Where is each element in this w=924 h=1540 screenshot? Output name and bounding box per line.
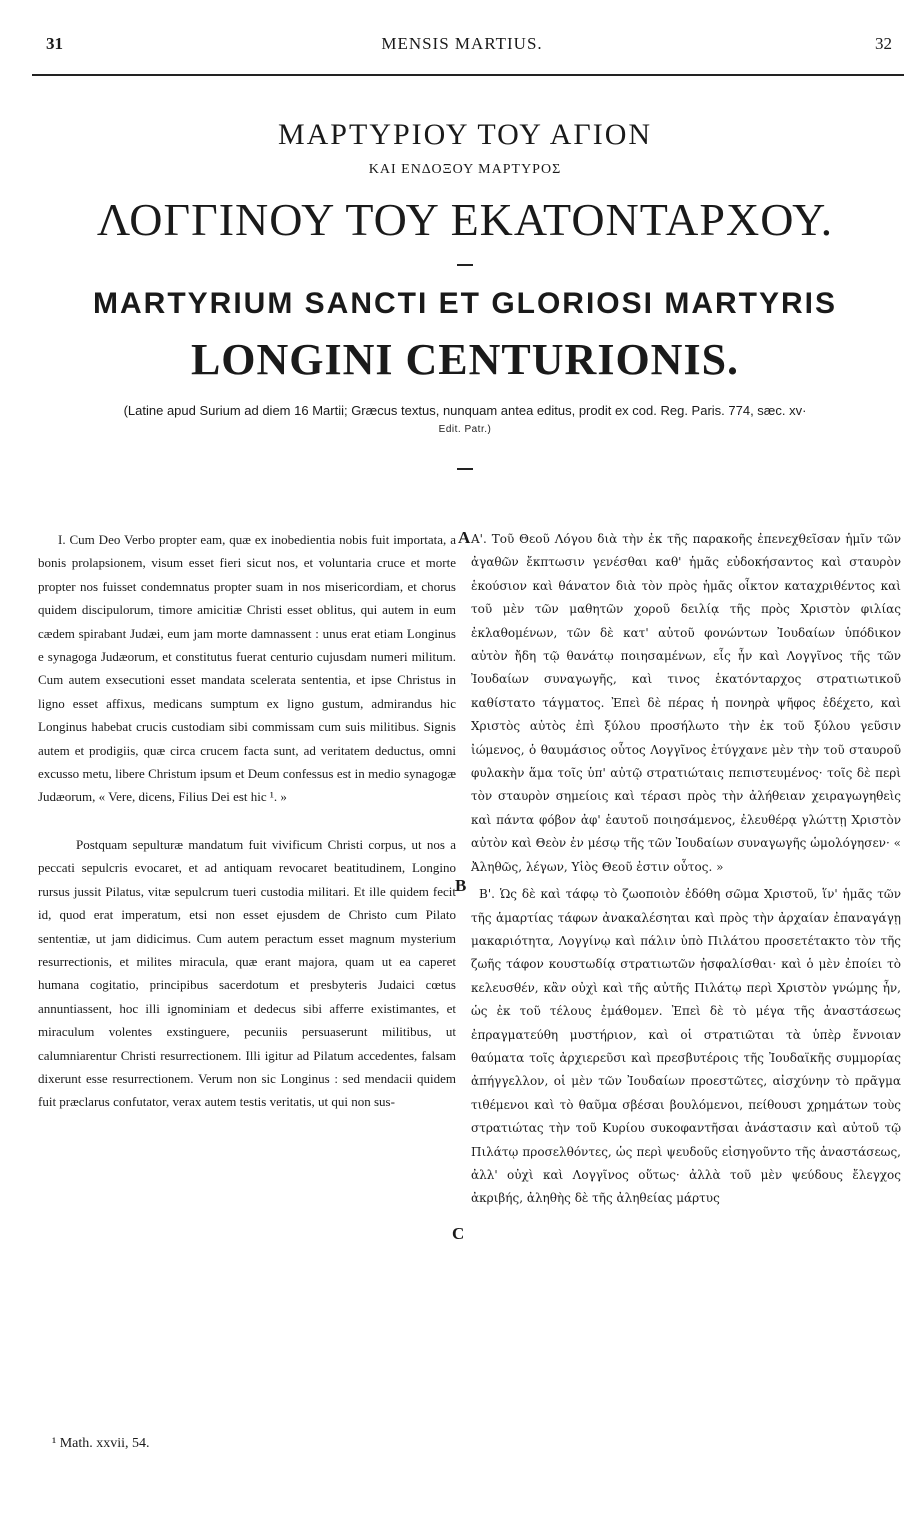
page-number-right: 32 [875, 34, 892, 53]
greek-paragraph-1: Α'. Τοῦ Θεοῦ Λόγου διὰ τὴν ἐκ τῆς παρακοῆς ἐπενεχθεῖσαν ἡμῖν τῶν ἀγαθῶν ἔκπτωσιν γενέσθαι καθ' ἡμᾶς εὐδοκήσαντος καὶ σταυρὸν ἑκούσιον καὶ θάνατον διὰ τὸν πρὸς ἡμᾶς οἶκτον καταχριθέντος καὶ τοῦ μὲν τῶν μαθητῶν χοροῦ δειλίᾳ τῆς πρὸς Χριστὸν φιλίας ἐκλαθομένων, τῶν δὲ κατ' αὐτοῦ φονώντων Ἰουδαίων ὑπόδικον αὐτὸν ἤδη τῷ θανάτῳ ποιησαμένων, εἷς ἦν καὶ Λογγῖνος τῆς τῶν Ἰουδαίων συναγωγῆς, καὶ τινος ἑκατόνταρχος στρατιωτικοῦ καθίστατο τάγματος. Ἐπεὶ δὲ πέρας ἡ πονηρὰ ψῆφος ἐδέχετο, καὶ Χριστὸς αὐτὸς ἐπὶ ξύλου προσήλωτο τὴν ἐκ τοῦ ξύλου γεῦσιν ἰώμενος, ὁ θαυμάσιος οὗτος Λογγῖνος ἐτύγχανε μὲν τὴν τοῦ σταυροῦ φυλακὴν ἅμα τοῖς ὑπ' αὐτῷ στρατιώταις πεπιστευμένος· τοῖς δὲ περὶ τὸν σταυρὸν σημείοις καὶ τέρασι πρὸς τὴν ἀλήθειαν χειραγωγηθεὶς καὶ πάντα φόβον ἀφ' ἑαυτοῦ ποιησάμενος, ἐλευθέρᾳ γλώττῃ Χριστὸν αὐτὸν καὶ Θεὸν ἐν μέσῳ τῆς τῶν Ἰουδαίων συναγωγῆς ὡμολόγησεν· « Ἀληθῶς, λέγων, Υἱὸς Θεοῦ ἐστιν οὗτος. » [471, 532, 901, 874]
source-note-editor: Edit. Patr.) [438, 424, 492, 435]
footnote: ¹ Math. xxvii, 54. [52, 1436, 150, 1451]
latin-paragraph-1: I. Cum Deo Verbo propter eam, quæ ex inobedientia nobis fuit importata, a bonis prolapsionem, visum esset fieri sicut nos, et voluntaria cruce et morte propter nos fuisset condemnatus propter suam in nos misericordiam, et chorus quidem discipulorum, timore amicitiæ Christi esset oblitus, qui autem in eum cædem spirabant Judæi, eum jam morte damnassent : unus erat etiam Longinus e synagoga Judæorum, et constitutus fuerat centurio cujusdam numeri militum. Cum autem exsecutioni esset mandata scelerata sententia, et ipse Christus in ligno esset affixus, medicans sumptum ex ligno gustum, admirandus hic Longinus habebat crucis custodiam sibi commissam cum suis militibus. Signis autem et prodigiis, quæ circa crucem facta sunt, ad veritatem deductus, omni excusso metu, libere Christum ipsum et Deum confessus est in medio synagogæ Judæorum, « Vere, dicens, Filius Dei est hic ¹. » [38, 532, 456, 805]
title-separator [457, 264, 473, 266]
latin-paragraph-2: Postquam sepulturæ mandatum fuit vivificum Christi corpus, ut nos a peccati sepulcris evocaret, et ad antiquam revocaret beatitudinem, Longino rursus jussit Pilatus, vitæ sepulcrum tueri custodia militari. Et ille quidem fecit id, quod erat imperatum, etsi non esset ejusdem de Christo cum Pilato sententiæ, ut jam didicimus. Cum autem peractum esset magnum mysterium resurrectionis, et milites miracula, quæ erant majora, quam ut ea caperet humana cogitatio, principibus sacerdotum et presbyteris Judaici cœtus annuntiassent, hoc illi ignominiam et dedecus sibi afferre existimantes, et miraculum volentes exstinguere, pecuniis persuaserunt militibus, ut calumniarentur Christi resurrectionem. Illi igitur ad Pilatum accedentes, falsam dixerunt esse resurrectionem. Verum non sic Longinus : sed mendacii quidem fuit præclarus confutator, verax autem testis veritatis, ut qui non sus- [38, 836, 456, 1110]
section-separator [457, 468, 473, 470]
latin-column [38, 528, 456, 1114]
margin-marker-b: B [455, 876, 467, 895]
header-rule [32, 74, 904, 76]
greek-title-line1: ΜΑΡΤΥΡΙΟΥ ΤΟΥ ΑΓΙΟΝ [277, 118, 653, 151]
margin-marker-a: A [458, 528, 471, 547]
latin-title-line1: MARTYRIUM SANCTI ET GLORIOSI MARTYRIS [93, 287, 837, 320]
title-block [30, 108, 900, 470]
latin-title-line2: LONGINI CENTURIONIS. [190, 335, 740, 384]
greek-column [471, 528, 901, 1211]
greek-paragraph-2: Β'. Ὡς δὲ καὶ τάφῳ τὸ ζωοποιὸν ἐδόθη σῶμα Χριστοῦ, ἵν' ἡμᾶς τῶν τῆς ἁμαρτίας τάφων ἀνακαλέσηται καὶ πρὸς τὴν ἀρχαίαν ἐπαναγάγῃ μακαριότητα, Λογγίνῳ καὶ πάλιν ὑπὸ Πιλάτου προσετέτακτο τὸν τῆς ζωῆς τάφον κουστωδίᾳ στρατιωτῶν ἠσφαλίσθαι· καὶ ὁ μὲν ἐποίει τὸ κελευσθέν, κἂν οὐχὶ καὶ τῆς αὐτῆς Πιλάτῳ περὶ Χριστὸν γνώμης ἦν, ὡς ἐκ τοῦ τέλους ἐμάθομεν. Ἐπεὶ δὲ τὸ μέγα τῆς ἀναστάσεως ἐπραγματεύθη μυστήριον, καὶ οἱ στρατιῶται τὰ ὑπὲρ ἔννοιαν θαύματα τοῖς ἀρχιερεῦσι καὶ πρεσβυτέροις τῆς Ἰουδαϊκῆς συμμορίας ἀπήγγελλον, οἱ μὲν τῶν Ἰουδαίων προεστῶτες, αἰσχύνην τὸ πρᾶγμα τιθέμενοι καὶ τὸ θαῦμα σβέσαι βουλόμενοι, πείθουσι χρημάτων τοὺς στρατιώτας τὴν τοῦ Κυρίου συκοφαντῆσαι ἀνάστασιν καὶ αὐτοῦ τῷ Πιλάτῳ προσελθόντες, ὡς περὶ ψευδοῦς εἰσηγοῦντο τῆς ἀναστάσεως, ἀλλ' οὐχὶ καὶ Λογγῖνος οὕτως· ἀλλὰ τοῦ μὲν ψεύδους ἔλεγχος ἀκριβής, ἀληθὴς δὲ τῆς ἀληθείας μάρτυς [471, 887, 901, 1206]
source-note [30, 402, 900, 438]
greek-title-line3: ΛΟΓΓΙΝΟΥ ΤΟΥ ΕΚΑΤΟΝΤΑΡΧΟΥ. [96, 194, 834, 245]
source-note-main: (Latine apud Surium ad diem 16 Martii; Græcus textus, nunquam antea editus, prodit ex cod. Reg. Paris. 774, sæc. xv· [123, 403, 807, 418]
running-title: MENSIS MARTIUS. [381, 34, 543, 53]
running-head [0, 34, 924, 58]
page-number-left: 31 [46, 34, 63, 53]
margin-marker-c: C [452, 1224, 465, 1243]
greek-title-line2: ΚΑΙ ΕΝΔΟΞΟΥ ΜΑΡΤΥΡΟΣ [368, 162, 562, 177]
